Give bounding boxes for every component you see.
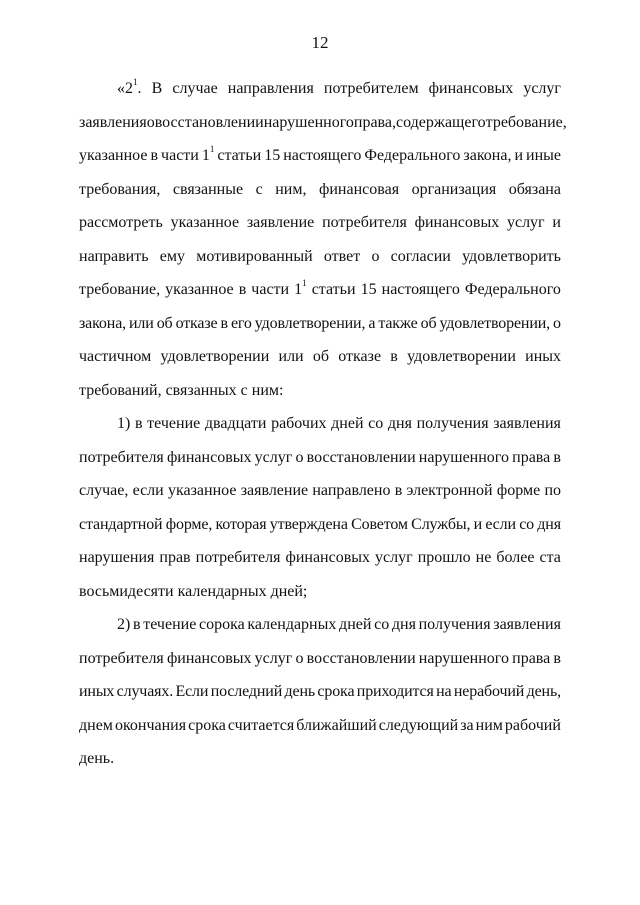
paragraph-1-line-1 (79, 72, 561, 106)
paragraph-2-line-1 (79, 407, 561, 441)
paragraph-1-line-10 (79, 374, 561, 408)
text-segment: указанное (167, 482, 237, 499)
paragraph-2-line-6 (79, 575, 561, 609)
text-segment: срока (317, 683, 355, 700)
text-segment: потребителя (195, 549, 281, 566)
text-segment: дня (387, 415, 412, 432)
paragraph-1-line-9 (79, 340, 561, 374)
text-segment: требований, связанных с ним: (79, 381, 284, 399)
text-segment: ответ (323, 247, 361, 265)
text-segment: направить (79, 247, 149, 265)
text-segment: ему (159, 247, 185, 265)
text-segment: течение (147, 415, 201, 432)
text-segment: требование, (79, 281, 161, 298)
text-segment: на (436, 683, 452, 700)
text-segment: $1^1$ (201, 144, 215, 164)
text-segment: или (278, 348, 304, 365)
text-segment: ним (475, 716, 503, 734)
text-segment: рабочий (504, 716, 561, 734)
text-segment: настоящего (381, 281, 460, 298)
text-segment: Федерального (364, 147, 461, 164)
paragraph-1-line-7 (79, 273, 561, 307)
text-segment: статьи (217, 147, 262, 164)
text-segment: день (284, 683, 316, 700)
text-segment: закона, (79, 314, 126, 332)
text-segment: указанное (165, 281, 234, 298)
text-segment: с (255, 180, 263, 198)
text-segment: отказе (175, 314, 218, 332)
document-body (79, 72, 567, 776)
text-segment: удовлетворении, (439, 314, 550, 332)
text-segment: права (512, 649, 551, 667)
paragraph-2-line-3 (79, 474, 561, 508)
text-segment: 15 (360, 281, 377, 298)
text-segment: стандартной (79, 515, 163, 533)
text-segment: удовлетворении (407, 348, 516, 365)
paragraph-1-line-5 (79, 206, 561, 240)
text-segment: получения (418, 616, 491, 633)
text-segment: в (553, 649, 561, 667)
text-segment: в (220, 314, 228, 332)
paragraph-1-line-8 (79, 307, 561, 341)
text-segment: в (150, 147, 159, 164)
text-segment: иные (526, 147, 561, 164)
text-segment: об (156, 314, 173, 332)
text-segment: день, (526, 683, 561, 700)
text-segment: получения (416, 415, 489, 432)
text-segment: связанные (172, 180, 244, 198)
text-segment: потребителем (323, 80, 419, 97)
text-segment: о (146, 113, 155, 131)
text-segment: случаях. (116, 683, 174, 700)
text-segment: содержащего (396, 113, 486, 131)
text-segment: приходится (356, 683, 434, 700)
text-segment: направлено (312, 482, 391, 499)
text-segment: течение (143, 616, 197, 633)
text-segment: ним, (275, 180, 307, 198)
text-segment: удовлетворении (160, 348, 270, 365)
text-segment: статьи (311, 281, 356, 298)
text-segment: со (519, 515, 534, 533)
text-segment: заявление (246, 214, 315, 231)
text-segment: Федерального (464, 281, 561, 298)
text-segment: прав (159, 549, 191, 566)
text-segment: которая (215, 515, 267, 533)
text-segment: финансовых (428, 80, 514, 97)
text-segment: частичном (79, 348, 152, 365)
paragraph-2-line-2 (79, 441, 561, 475)
paragraph-1-line-4 (79, 173, 561, 207)
text-segment: восстановлении (154, 113, 264, 131)
text-segment: заявления (493, 415, 561, 432)
text-segment: дня (391, 616, 416, 633)
text-segment: финансовых (285, 549, 371, 566)
text-segment: потребителя (322, 214, 407, 231)
text-segment: случае, (79, 482, 129, 499)
text-segment: и (514, 147, 524, 164)
text-segment: согласии (390, 247, 451, 265)
paragraph-3-line-4 (79, 709, 561, 743)
paragraph-3-line-5 (79, 742, 561, 776)
text-segment: день. (79, 750, 115, 767)
text-segment: 2) (117, 616, 131, 633)
text-segment: дней (339, 616, 372, 633)
text-segment: о (295, 649, 304, 667)
text-segment: нарушенного (418, 649, 509, 667)
text-segment: финансовая (318, 180, 400, 198)
text-segment: настоящего (283, 147, 362, 164)
text-segment: по (544, 482, 561, 499)
text-segment: в (133, 616, 141, 633)
text-segment: дня (537, 515, 561, 533)
text-segment: в (390, 348, 398, 365)
text-segment: срока (188, 716, 226, 734)
text-segment: финансовых (166, 448, 252, 466)
text-segment: Службы, (411, 515, 471, 533)
text-segment: и (473, 515, 483, 533)
text-segment: требования, (79, 180, 161, 198)
text-segment: окончания (114, 716, 187, 734)
text-segment: рабочих (271, 415, 327, 432)
paragraph-1-line-2 (79, 106, 567, 140)
text-segment: удовлетворить (462, 247, 561, 265)
text-segment: услуг (523, 80, 561, 97)
text-segment: закона, (463, 147, 512, 164)
text-segment: если (485, 515, 516, 533)
text-segment: если (132, 482, 164, 499)
text-segment: форме, (165, 515, 213, 533)
paragraph-3-line-3 (79, 675, 561, 709)
text-segment: или (129, 314, 154, 332)
text-segment: нерабочий (453, 683, 525, 700)
text-segment: обязана (508, 180, 561, 198)
text-segment: финансовых (166, 649, 252, 667)
text-segment: прошло (417, 549, 471, 566)
text-segment: части (251, 281, 290, 298)
text-segment: в (134, 415, 143, 432)
text-segment: заявление (240, 482, 309, 499)
text-segment: иных (525, 348, 561, 365)
text-segment: 1) (117, 415, 131, 432)
text-segment: в (394, 482, 403, 499)
text-segment: сорока (198, 616, 245, 633)
text-segment: не (475, 549, 492, 566)
paragraph-1-line-3 (79, 139, 561, 173)
text-segment: ста (539, 549, 561, 566)
text-segment: дней (331, 415, 364, 432)
text-segment: двадцати (204, 415, 267, 432)
text-segment: потребителя (79, 448, 164, 466)
paragraph-2-line-4 (79, 508, 561, 542)
text-segment: восьмидесяти календарных дней; (79, 582, 308, 600)
text-segment: направления (227, 80, 314, 97)
text-segment: считается (227, 716, 295, 734)
text-segment: услуг (254, 649, 293, 667)
text-segment: В (151, 80, 163, 97)
text-segment: электронной (406, 482, 493, 499)
text-segment: части (161, 147, 199, 164)
text-segment: в (238, 281, 247, 298)
text-segment: а (368, 314, 376, 332)
text-segment: «$2^1$. (117, 77, 142, 97)
text-segment: форме (496, 482, 541, 499)
text-segment: права (512, 448, 551, 466)
text-segment: также (378, 314, 418, 332)
text-segment: нарушенного (418, 448, 509, 466)
text-segment: мотивированный (196, 247, 313, 265)
paragraph-3-line-1 (79, 608, 561, 642)
text-segment: рассмотреть (79, 214, 163, 231)
text-segment: утверждена (269, 515, 348, 533)
text-segment: календарных (247, 616, 337, 633)
text-segment: случае (172, 80, 218, 97)
text-segment: потребителя (79, 649, 164, 667)
text-segment: следующий (378, 716, 459, 734)
text-segment: о (371, 247, 380, 265)
text-segment: заявления (79, 113, 147, 131)
text-segment: восстановлении (306, 649, 416, 667)
text-segment: за (460, 716, 474, 734)
text-segment: нарушенного (263, 113, 354, 131)
text-segment: в (553, 448, 561, 466)
text-segment: со (374, 616, 390, 633)
text-segment: об (420, 314, 437, 332)
text-segment: со (368, 415, 384, 432)
text-segment: ближайший (296, 716, 377, 734)
text-segment: услуг (254, 448, 293, 466)
text-segment: указанное (170, 214, 240, 231)
text-segment: $1^1$ (294, 278, 307, 298)
text-segment: последний (210, 683, 283, 700)
text-segment: указанное (79, 147, 148, 164)
text-segment: о (553, 314, 561, 332)
text-segment: его (230, 314, 252, 332)
text-segment: днем (79, 716, 113, 734)
text-segment: финансовых (414, 214, 500, 231)
text-segment: нарушения (79, 549, 155, 566)
page-number: 12 (311, 33, 329, 52)
text-segment: заявления (493, 616, 561, 633)
text-segment: права, (353, 113, 396, 131)
text-segment: удовлетворении, (254, 314, 366, 332)
text-segment: отказе (338, 348, 382, 365)
text-segment: услуг (375, 549, 413, 566)
text-segment: услуг (506, 214, 545, 231)
text-segment: и (552, 214, 561, 231)
paragraph-1-line-6 (79, 240, 561, 274)
text-segment: восстановлении (306, 448, 416, 466)
text-segment: требование, (485, 113, 567, 131)
text-segment: иных (79, 683, 115, 700)
paragraph-3-line-2 (79, 642, 561, 676)
text-segment: организация (411, 180, 497, 198)
text-segment: об (312, 348, 329, 365)
text-segment: о (295, 448, 304, 466)
text-segment: 15 (264, 147, 281, 164)
text-segment: более (496, 549, 535, 566)
paragraph-2-line-5 (79, 541, 561, 575)
text-segment: Если (175, 683, 209, 700)
text-segment: Советом (351, 515, 408, 533)
